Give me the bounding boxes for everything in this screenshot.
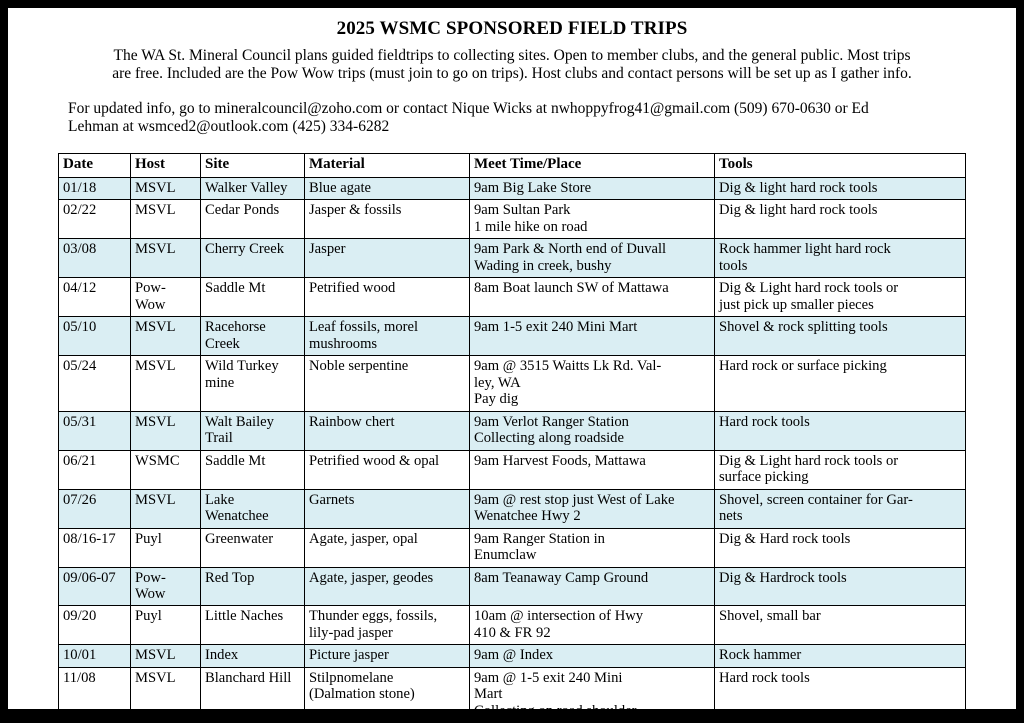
cell-host [131,239,201,278]
cell-meet-line: 9am Harvest Foods, Mattawa [474,452,646,469]
cell-site-line: Wild Turkey [205,358,279,375]
cell-material [305,606,470,645]
cell-date [59,567,131,606]
cell-site [201,567,305,606]
cell-site-line: Wenatchee [205,508,269,525]
cell-material [305,239,470,278]
cell-site-line: Index [205,647,239,664]
cell-meet [470,239,715,278]
table-header-row [59,153,966,177]
cell-tools [715,200,966,239]
cell-site-line: Blanchard Hill [205,669,292,686]
cell-host [131,606,201,645]
cell-material [305,450,470,489]
cell-host-line: MSVL [135,647,176,664]
cell-site [201,317,305,356]
cell-site-line: Walker Valley [205,179,288,196]
cell-date [59,450,131,489]
cell-host-line: Pow- [135,569,166,586]
cell-site-line: Racehorse [205,319,266,336]
cell-date [59,489,131,528]
table-row [59,356,966,411]
cell-meet [470,489,715,528]
table-row [59,411,966,450]
cell-material-line: Thunder eggs, fossils, [309,608,438,625]
cell-host-line: Pow- [135,280,166,297]
cell-tools-line: nets [719,508,743,525]
cell-tools [715,317,966,356]
cell-material [305,567,470,606]
cell-tools [715,567,966,606]
cell-material-line: Leaf fossils, morel [309,319,419,336]
cell-date-line: 08/16-17 [63,530,116,547]
cell-site [201,645,305,667]
cell-host [131,567,201,606]
document-page [8,8,1016,719]
cell-date-line: 01/18 [63,179,97,196]
cell-date [59,356,131,411]
cell-date-line: 10/01 [63,647,97,664]
cell-tools [715,411,966,450]
cell-site [201,177,305,199]
table-row [59,667,966,722]
cell-meet [470,606,715,645]
cell-host-line: MSVL [135,241,176,258]
cell-tools-line: Dig & Hard rock tools [719,530,851,547]
cell-host [131,489,201,528]
cell-meet-line: Mart [474,686,503,703]
cell-site-line: Saddle Mt [205,280,266,297]
cell-date [59,200,131,239]
cell-host-line: MSVL [135,202,176,219]
cell-meet-line: 9am @ 3515 Waitts Lk Rd. Val- [474,358,662,375]
cell-tools [715,606,966,645]
cell-meet-line: 1 mile hike on road [474,218,588,235]
table-row [59,450,966,489]
cell-date-line: 05/10 [63,319,97,336]
cell-date [59,528,131,567]
intro-line-2: are free. Included are the Pow Wow trips (must join to go on trips). Host clubs and contact persons will be set up as I gather info. [112,64,912,82]
cell-meet [470,450,715,489]
cell-host [131,356,201,411]
cell-meet-line: Wenatchee Hwy 2 [474,508,581,525]
cell-meet-line: 8am Teanaway Camp Ground [474,569,649,586]
table-row [59,645,966,667]
cell-material-line: Agate, jasper, geodes [309,569,434,586]
contact-paragraph [68,100,961,136]
cell-date [59,177,131,199]
cell-material [305,317,470,356]
cell-meet-line: 8am Boat launch SW of Mattawa [474,280,669,297]
cell-material [305,528,470,567]
cell-material-line: Picture jasper [309,647,389,664]
cell-meet [470,177,715,199]
cell-host [131,177,201,199]
cell-host [131,450,201,489]
cell-tools-line: Dig & Hardrock tools [719,569,847,586]
cell-material [305,177,470,199]
cell-material [305,278,470,317]
cell-date [59,606,131,645]
cell-tools-line: Shovel & rock splitting tools [719,319,888,336]
cell-meet [470,411,715,450]
cell-tools-line: Shovel, small bar [719,608,821,625]
cell-meet-line: 410 & FR 92 [474,624,551,641]
cell-meet-line: 9am @ rest stop just West of Lake [474,491,675,508]
cell-date [59,411,131,450]
cell-meet-line: 9am Park & North end of Duvall [474,241,667,258]
cell-tools [715,239,966,278]
table-body [59,177,966,723]
cell-site-line: Little Naches [205,608,284,625]
cell-host-line: MSVL [135,358,176,375]
table-row [59,278,966,317]
cell-material [305,200,470,239]
cell-material-line: Agate, jasper, opal [309,530,418,547]
cell-host-line: MSVL [135,491,176,508]
contact-line-2: Lehman at wsmced2@outlook.com (425) 334-6282 [68,117,390,135]
cell-material-line: Noble serpentine [309,358,409,375]
cell-date-line: 03/08 [63,241,97,258]
cell-meet-line: 9am Verlot Ranger Station [474,413,629,430]
cell-site-line: Red Top [205,569,255,586]
cell-tools [715,528,966,567]
cell-material-line: Petrified wood & opal [309,452,440,469]
cell-host-line: MSVL [135,319,176,336]
cell-meet-line: 9am @ 1-5 exit 240 Mini [474,669,623,686]
cell-material [305,645,470,667]
cell-meet [470,567,715,606]
cell-tools [715,450,966,489]
cell-tools-line: Hard rock or surface picking [719,358,887,375]
cell-host [131,317,201,356]
cell-site-line: Lake [205,491,235,508]
cell-tools [715,645,966,667]
cell-material-line: mushrooms [309,335,378,352]
cell-host [131,645,201,667]
cell-host-line: Puyl [135,530,162,547]
cell-meet [470,200,715,239]
cell-site [201,411,305,450]
cell-meet [470,645,715,667]
cell-tools [715,489,966,528]
cell-meet-line: 10am @ intersection of Hwy [474,608,644,625]
cell-host-line: WSMC [135,452,180,469]
cell-meet-line: Collecting along roadside [474,430,624,447]
cell-tools-line: Rock hammer light hard rock [719,241,891,258]
cell-date-line: 07/26 [63,491,97,508]
cell-site [201,278,305,317]
cell-meet-line: 9am Ranger Station in [474,530,605,547]
cell-host-line: MSVL [135,413,176,430]
cell-date-line: 02/22 [63,202,97,219]
cell-site-line: Trail [205,430,233,447]
cell-site-line: Creek [205,335,240,352]
cell-host-line: Puyl [135,608,162,625]
cell-host-line: Wow [135,585,166,602]
cell-meet-line: 9am 1-5 exit 240 Mini Mart [474,319,638,336]
cell-date [59,239,131,278]
cell-site [201,667,305,722]
cell-tools-line: Dig & light hard rock tools [719,202,878,219]
cell-date-line: 04/12 [63,280,97,297]
cell-host [131,278,201,317]
cell-material [305,489,470,528]
table-row [59,239,966,278]
cell-site-line: Walt Bailey [205,413,274,430]
cell-tools-line: Hard rock tools [719,669,810,686]
cell-tools [715,667,966,722]
cell-tools-line: Dig & Light hard rock tools or [719,452,899,469]
column-header-meet: Meet Time/Place [470,153,715,177]
cell-date [59,645,131,667]
cell-meet [470,356,715,411]
table-row [59,567,966,606]
cell-material-line: Jasper [309,241,346,258]
cell-site [201,489,305,528]
cell-tools-line: Hard rock tools [719,413,810,430]
table-row [59,489,966,528]
table-row [59,177,966,199]
cell-material [305,411,470,450]
cell-meet [470,317,715,356]
cell-material-line: Garnets [309,491,355,508]
table-row [59,200,966,239]
cell-material-line: Jasper & fossils [309,202,402,219]
cell-date [59,317,131,356]
cell-site [201,356,305,411]
cell-meet [470,528,715,567]
cell-host-line: MSVL [135,179,176,196]
cell-tools [715,356,966,411]
cell-date [59,278,131,317]
cell-meet-line: 9am @ Index [474,647,554,664]
cell-meet-line: 9am Sultan Park [474,202,571,219]
cell-host [131,200,201,239]
cell-material [305,356,470,411]
cell-material [305,667,470,722]
cell-date-line: 05/31 [63,413,97,430]
table-row [59,606,966,645]
cell-material-line: lily-pad jasper [309,624,393,641]
cell-host [131,528,201,567]
cell-site [201,239,305,278]
cell-meet-line: Enumclaw [474,547,537,564]
column-header-date: Date [59,153,131,177]
cell-date-line: 09/20 [63,608,97,625]
cell-host [131,667,201,722]
column-header-tools: Tools [715,153,966,177]
cell-date-line: 11/08 [63,669,96,686]
table-row [59,317,966,356]
table-row [59,528,966,567]
cell-material-line: (Dalmation stone) [309,686,415,703]
intro-paragraph [63,47,961,83]
cell-tools [715,177,966,199]
cell-material-line: Stilpnomelane [309,669,394,686]
cell-site [201,606,305,645]
cell-site-line: Greenwater [205,530,274,547]
cell-host [131,411,201,450]
cell-date [59,667,131,722]
cell-tools-line: tools [719,257,748,274]
cell-material-line: Blue agate [309,179,371,196]
cell-date-line: 05/24 [63,358,97,375]
cell-tools-line: Rock hammer [719,647,802,664]
cell-meet-line: ley, WA [474,374,521,391]
cell-meet-line: Collecting on road shoulder [474,702,637,719]
cell-tools-line: Dig & light hard rock tools [719,179,878,196]
cell-site [201,450,305,489]
intro-line-1: The WA St. Mineral Council plans guided fieldtrips to collecting sites. Open to member clubs, and the general public. Most trips [113,47,911,64]
cell-tools-line: Shovel, screen container for Gar- [719,491,913,508]
column-header-site: Site [201,153,305,177]
cell-meet-line: Wading in creek, bushy [474,257,612,274]
cell-tools-line: surface picking [719,469,809,486]
cell-date-line: 09/06-07 [63,569,116,586]
cell-host-line: MSVL [135,669,176,686]
cell-site-line: mine [205,374,235,391]
cell-host-line: Wow [135,296,166,313]
cell-material-line: Petrified wood [309,280,396,297]
cell-meet-line: Pay dig [474,391,519,408]
column-header-material: Material [305,153,470,177]
cell-meet [470,667,715,722]
page-title: 2025 WSMC SPONSORED FIELD TRIPS [336,18,688,39]
contact-line-1: For updated info, go to mineralcouncil@zoho.com or contact Nique Wicks at nwhoppyfrog41@gmail.com (509) 670-0630 or Ed [68,99,869,117]
cell-material-line: Rainbow chert [309,413,395,430]
cell-site-line: Cherry Creek [205,241,285,258]
field-trips-table [58,153,966,723]
cell-meet-line: 9am Big Lake Store [474,179,592,196]
cell-site-line: Cedar Ponds [205,202,280,219]
cell-tools [715,278,966,317]
cell-tools-line: just pick up smaller pieces [719,296,874,313]
cell-date-line: 06/21 [63,452,97,469]
cell-site [201,200,305,239]
cell-meet [470,278,715,317]
column-header-host: Host [131,153,201,177]
cell-site-line: Saddle Mt [205,452,266,469]
cell-tools-line: Dig & Light hard rock tools or [719,280,899,297]
cell-site [201,528,305,567]
